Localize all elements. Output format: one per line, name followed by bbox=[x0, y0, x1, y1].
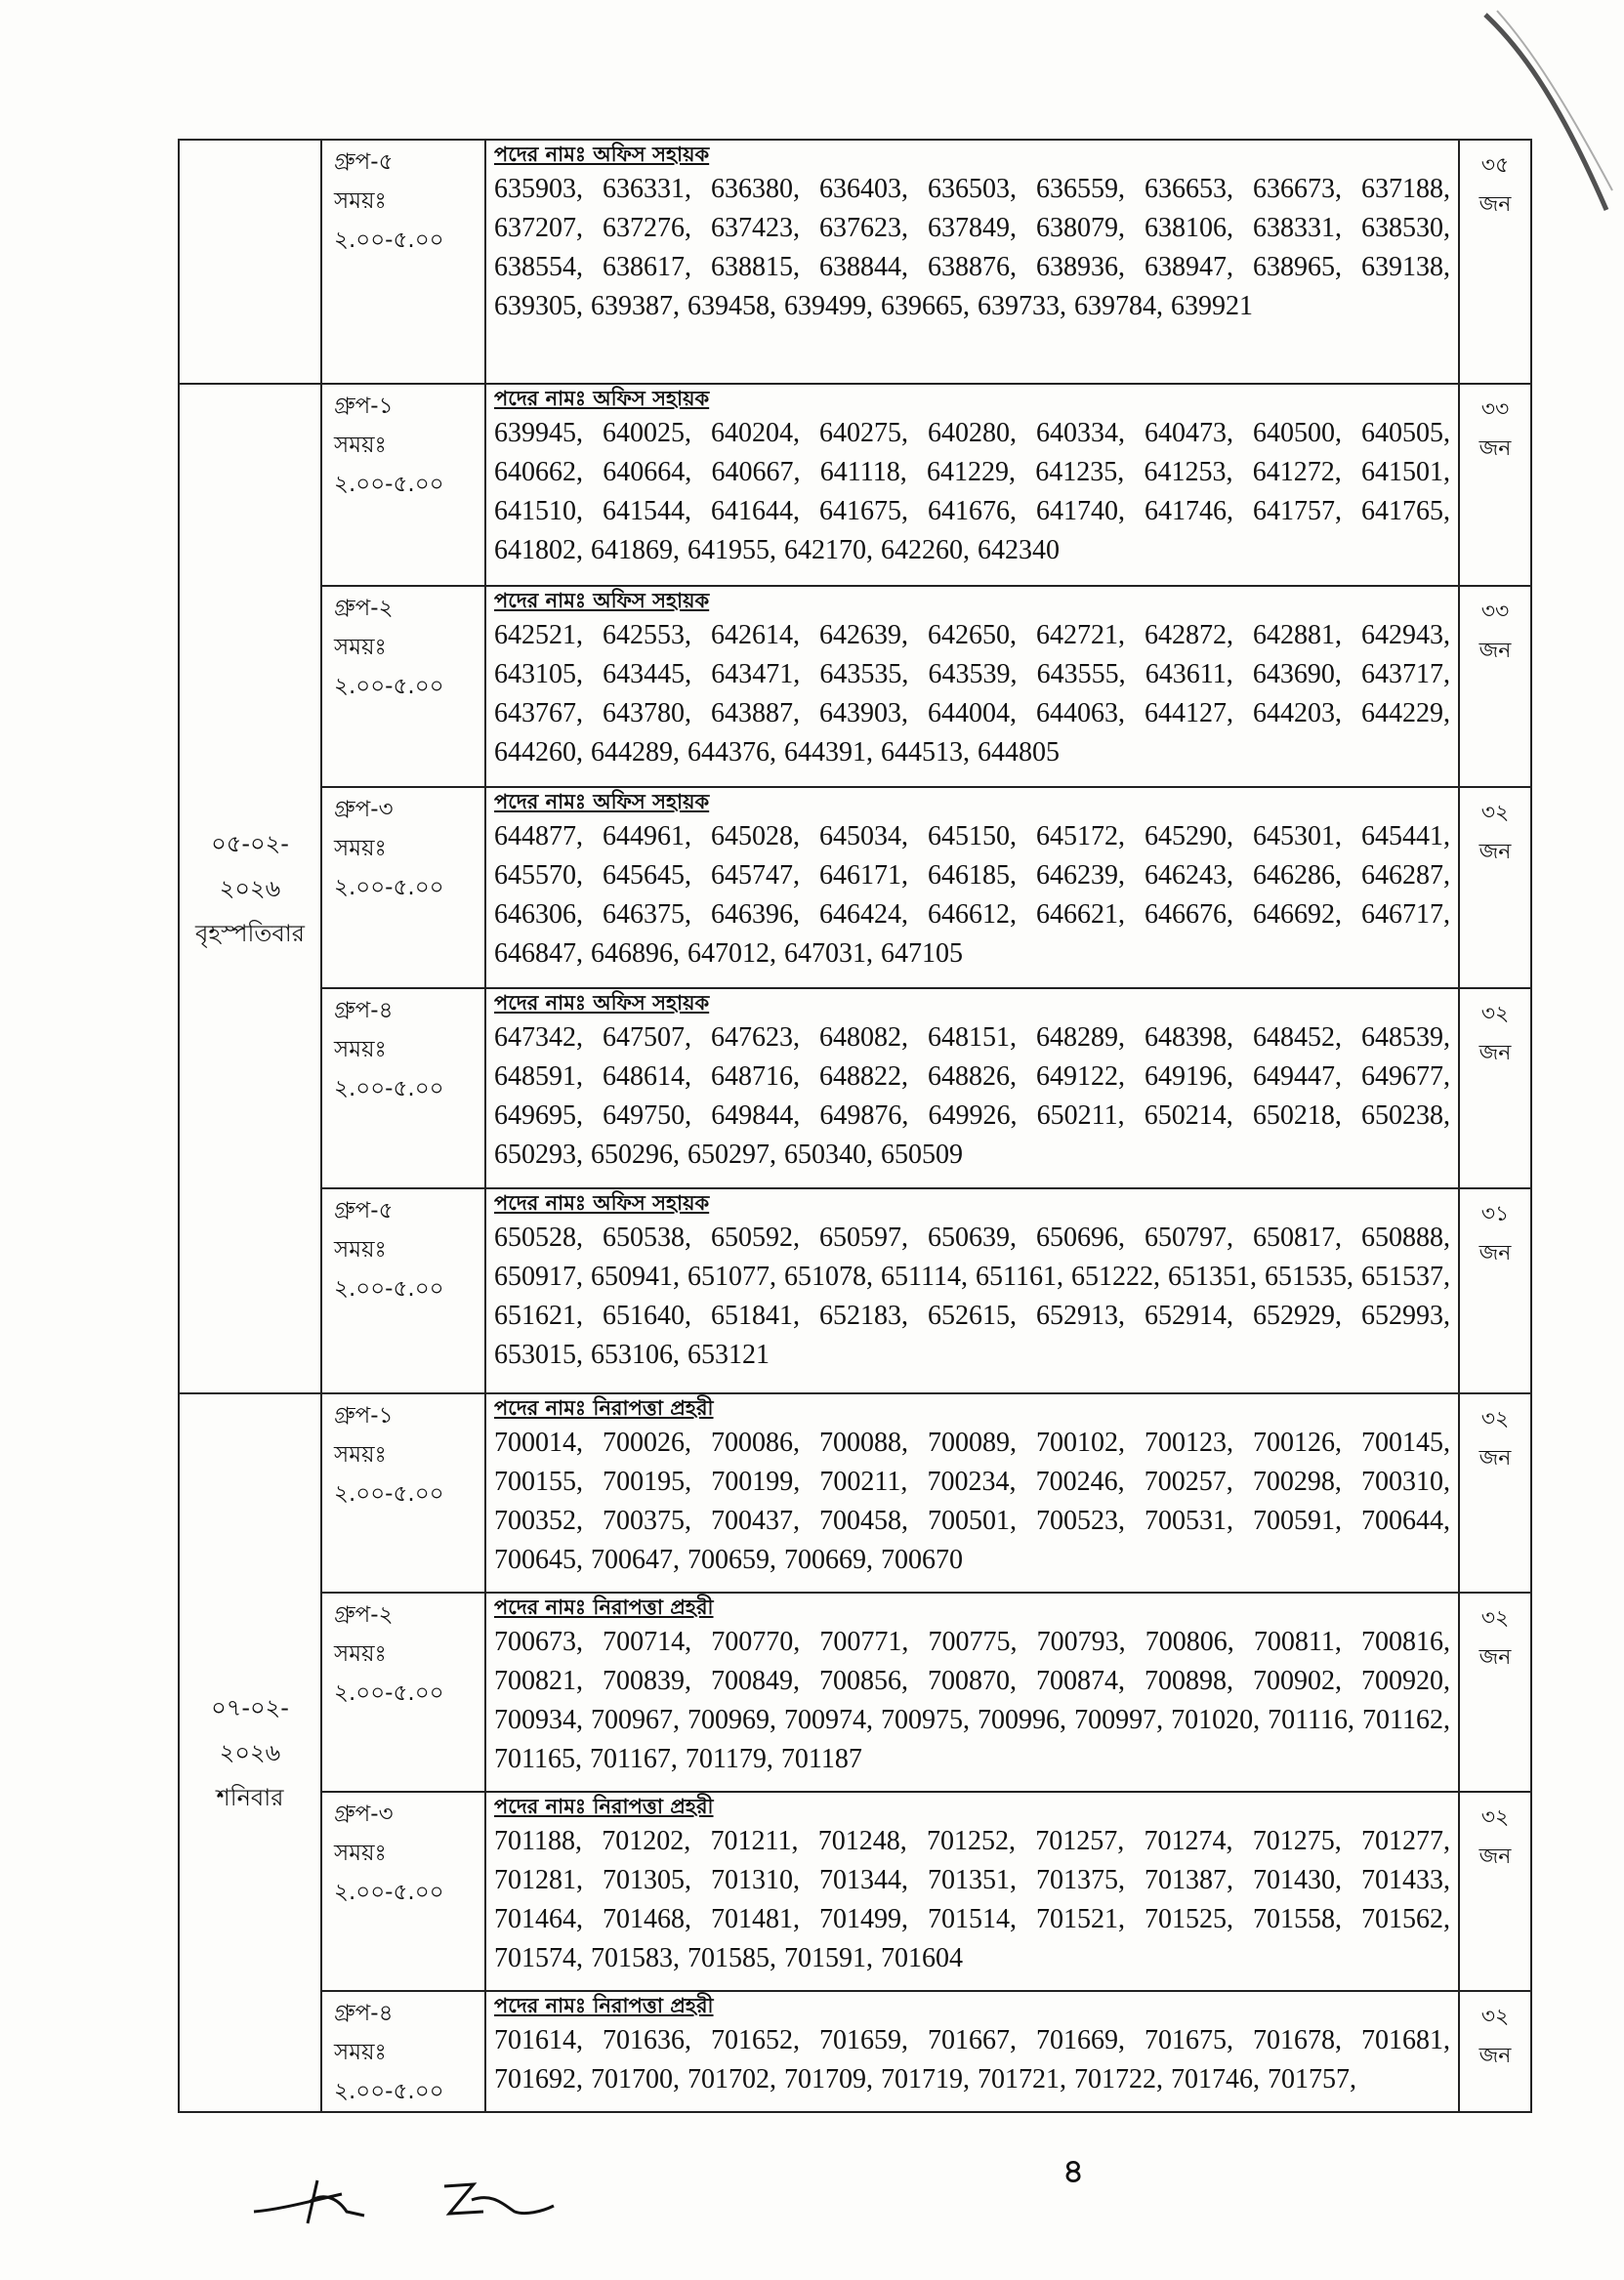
group-label: গ্রুপ-১ bbox=[334, 394, 394, 419]
table-row bbox=[179, 140, 1531, 384]
table-row bbox=[179, 1593, 1531, 1792]
group-label: গ্রুপ-৩ bbox=[334, 797, 394, 822]
count-cell bbox=[1459, 1991, 1531, 2112]
post-name: পদের নামঃ নিরাপত্তা প্রহরী bbox=[494, 1994, 714, 2017]
exam-date: ০৭-০২- bbox=[211, 1694, 289, 1721]
date-cell-empty bbox=[179, 140, 321, 384]
roll-list-cell bbox=[485, 787, 1459, 988]
post-name: পদের নামঃ নিরাপত্তা প্রহরী bbox=[494, 1596, 714, 1619]
count-unit: জন bbox=[1478, 1645, 1512, 1670]
table-row bbox=[179, 1792, 1531, 1991]
group-label: গ্রুপ-১ bbox=[334, 1403, 394, 1429]
group-cell bbox=[321, 1991, 485, 2112]
candidate-count: ৩২ bbox=[1480, 1002, 1510, 1026]
exam-date: ০৫-০২- bbox=[211, 830, 289, 857]
count-cell bbox=[1459, 1792, 1531, 1991]
time-label: সময়ঃ bbox=[334, 836, 387, 861]
time-value: ২.০০-৫.০০ bbox=[334, 875, 444, 900]
table-row bbox=[179, 787, 1531, 988]
time-label: সময়ঃ bbox=[334, 1037, 387, 1062]
roll-list-cell bbox=[485, 586, 1459, 787]
roll-list-cell bbox=[485, 1188, 1459, 1393]
roll-numbers: 701188, 701202, 701211, 701248, 701252, 701257, 701274, 701275, 701277, 701281, 701305, 701310, 701344, 701351, 701375, 701387, 701430, 701433, 701464, 701468, 701481, 701499, 701514, 701521, 701525, 701558, 701562, 701574, 701583, 701585, 701591, 701604 bbox=[494, 1826, 1450, 1973]
time-value: ২.০০-৫.০০ bbox=[334, 472, 444, 497]
post-name: পদের নামঃ অফিস সহায়ক bbox=[494, 143, 710, 166]
group-cell bbox=[321, 140, 485, 384]
group-cell bbox=[321, 988, 485, 1188]
table-row bbox=[179, 988, 1531, 1188]
group-label: গ্রুপ-৫ bbox=[334, 149, 394, 175]
post-name: পদের নামঃ অফিস সহায়ক bbox=[494, 1191, 710, 1215]
group-cell bbox=[321, 384, 485, 586]
roll-list-cell bbox=[485, 988, 1459, 1188]
table-row bbox=[179, 586, 1531, 787]
group-label: গ্রুপ-২ bbox=[334, 596, 394, 621]
roll-list-cell bbox=[485, 1991, 1459, 2112]
count-unit: জন bbox=[1478, 840, 1512, 864]
exam-year: ২০২৬ bbox=[219, 1739, 281, 1766]
exam-day: শনিবার bbox=[216, 1784, 284, 1811]
count-cell bbox=[1459, 988, 1531, 1188]
date-cell bbox=[179, 1393, 321, 2112]
group-label: গ্রুপ-৪ bbox=[334, 998, 394, 1023]
table-row bbox=[179, 1188, 1531, 1393]
exam-year: ২০২৬ bbox=[219, 875, 281, 902]
group-cell bbox=[321, 787, 485, 988]
count-cell bbox=[1459, 1188, 1531, 1393]
roll-numbers: 700014, 700026, 700086, 700088, 700089, 700102, 700123, 700126, 700145, 700155, 700195, 700199, 700211, 700234, 700246, 700257, 700298, 700310, 700352, 700375, 700437, 700458, 700501, 700523, 700531, 700591, 700644, 700645, 700647, 700659, 700669, 700670 bbox=[494, 1428, 1450, 1575]
count-unit: জন bbox=[1478, 1845, 1512, 1869]
table-row bbox=[179, 384, 1531, 586]
candidate-count: ৩৩ bbox=[1480, 397, 1510, 422]
time-value: ২.০০-৫.০০ bbox=[334, 674, 444, 699]
roll-list-cell bbox=[485, 1393, 1459, 1593]
candidate-count: ৩২ bbox=[1480, 1606, 1510, 1631]
group-label: গ্রুপ-২ bbox=[334, 1602, 394, 1628]
exam-day: বৃহস্পতিবার bbox=[195, 920, 305, 947]
count-unit: জন bbox=[1478, 436, 1512, 461]
candidate-count: ৩২ bbox=[1480, 1805, 1510, 1830]
candidate-count: ৩২ bbox=[1480, 2005, 1510, 2029]
candidate-count: ৩৩ bbox=[1480, 600, 1510, 624]
count-unit: জন bbox=[1478, 1446, 1512, 1471]
time-label: সময়ঃ bbox=[334, 635, 387, 660]
group-cell bbox=[321, 1393, 485, 1593]
post-name: পদের নামঃ অফিস সহায়ক bbox=[494, 387, 710, 410]
time-value: ২.০০-৫.০০ bbox=[334, 1680, 444, 1706]
time-label: সময়ঃ bbox=[334, 1237, 387, 1263]
time-label: সময়ঃ bbox=[334, 1641, 387, 1667]
group-cell bbox=[321, 1792, 485, 1991]
time-value: ২.০০-৫.০০ bbox=[334, 1276, 444, 1302]
roll-list-cell bbox=[485, 1593, 1459, 1792]
count-cell bbox=[1459, 1593, 1531, 1792]
roll-numbers: 650528, 650538, 650592, 650597, 650639, 650696, 650797, 650817, 650888, 650917, 650941, 651077, 651078, 651114, 651161, 651222, 651351, 651535, 651537, 651621, 651640, 651841, 652183, 652615, 652913, 652914, 652929, 652993, 653015, 653106, 653121 bbox=[494, 1223, 1450, 1370]
table-row bbox=[179, 1393, 1531, 1593]
candidate-count: ৩২ bbox=[1480, 1407, 1510, 1431]
group-label: গ্রুপ-৪ bbox=[334, 2001, 394, 2026]
count-unit: জন bbox=[1478, 1241, 1512, 1265]
candidate-count: ৩৫ bbox=[1480, 153, 1510, 178]
count-unit: জন bbox=[1478, 2044, 1512, 2068]
group-cell bbox=[321, 1593, 485, 1792]
count-cell bbox=[1459, 586, 1531, 787]
count-cell bbox=[1459, 140, 1531, 384]
time-label: সময়ঃ bbox=[334, 2040, 387, 2065]
post-name: পদের নামঃ নিরাপত্তা প্রহরী bbox=[494, 1396, 714, 1420]
time-value: ২.০০-৫.০০ bbox=[334, 228, 444, 253]
page-number: ৪ bbox=[1062, 2152, 1085, 2191]
group-label: গ্রুপ-৩ bbox=[334, 1802, 394, 1827]
time-value: ২.০০-৫.০০ bbox=[334, 1076, 444, 1101]
candidate-count: ৩১ bbox=[1480, 1202, 1510, 1226]
time-value: ২.০০-৫.০০ bbox=[334, 1880, 444, 1905]
post-name: পদের নামঃ অফিস সহায়ক bbox=[494, 991, 710, 1015]
roll-numbers: 701614, 701636, 701652, 701659, 701667, 701669, 701675, 701678, 701681, 701692, 701700, 701702, 701709, 701719, 701721, 701722, 701746, 701757, bbox=[494, 2025, 1450, 2094]
roll-numbers: 644877, 644961, 645028, 645034, 645150, 645172, 645290, 645301, 645441, 645570, 645645, 645747, 646171, 646185, 646239, 646243, 646286, 646287, 646306, 646375, 646396, 646424, 646612, 646621, 646676, 646692, 646717, 646847, 646896, 647012, 647031, 647105 bbox=[494, 821, 1450, 969]
exam-schedule-table bbox=[178, 139, 1532, 2113]
post-name: পদের নামঃ নিরাপত্তা প্রহরী bbox=[494, 1795, 714, 1818]
table-row bbox=[179, 1991, 1531, 2112]
group-label: গ্রুপ-৫ bbox=[334, 1198, 394, 1223]
group-cell bbox=[321, 586, 485, 787]
roll-numbers: 639945, 640025, 640204, 640275, 640280, 640334, 640473, 640500, 640505, 640662, 640664, 640667, 641118, 641229, 641235, 641253, 641272, 641501, 641510, 641544, 641644, 641675, 641676, 641740, 641746, 641757, 641765, 641802, 641869, 641955, 642170, 642260, 642340 bbox=[494, 418, 1450, 565]
time-label: সময়ঃ bbox=[334, 433, 387, 458]
count-unit: জন bbox=[1478, 639, 1512, 663]
roll-numbers: 647342, 647507, 647623, 648082, 648151, 648289, 648398, 648452, 648539, 648591, 648614, 648716, 648822, 648826, 649122, 649196, 649447, 649677, 649695, 649750, 649844, 649876, 649926, 650211, 650214, 650218, 650238, 650293, 650296, 650297, 650340, 650509 bbox=[494, 1022, 1450, 1170]
count-cell bbox=[1459, 384, 1531, 586]
time-label: সময়ঃ bbox=[334, 1442, 387, 1468]
roll-numbers: 700673, 700714, 700770, 700771, 700775, 700793, 700806, 700811, 700816, 700821, 700839, 700849, 700856, 700870, 700874, 700898, 700902, 700920, 700934, 700967, 700969, 700974, 700975, 700996, 700997, 701020, 701116, 701162, 701165, 701167, 701179, 701187 bbox=[494, 1627, 1450, 1774]
post-name: পদের নামঃ অফিস সহায়ক bbox=[494, 790, 710, 813]
time-label: সময়ঃ bbox=[334, 188, 387, 214]
handwritten-signature bbox=[249, 2173, 562, 2231]
time-label: সময়ঃ bbox=[334, 1841, 387, 1866]
roll-list-cell bbox=[485, 384, 1459, 586]
count-cell bbox=[1459, 1393, 1531, 1593]
roll-list-cell bbox=[485, 140, 1459, 384]
count-unit: জন bbox=[1478, 1041, 1512, 1065]
roll-numbers: 642521, 642553, 642614, 642639, 642650, 642721, 642872, 642881, 642943, 643105, 643445, 643471, 643535, 643539, 643555, 643611, 643690, 643717, 643767, 643780, 643887, 643903, 644004, 644063, 644127, 644203, 644229, 644260, 644289, 644376, 644391, 644513, 644805 bbox=[494, 620, 1450, 767]
time-value: ২.০০-৫.০০ bbox=[334, 1481, 444, 1507]
group-cell bbox=[321, 1188, 485, 1393]
roll-numbers: 635903, 636331, 636380, 636403, 636503, 636559, 636653, 636673, 637188, 637207, 637276, 637423, 637623, 637849, 638079, 638106, 638331, 638530, 638554, 638617, 638815, 638844, 638876, 638936, 638947, 638965, 639138, 639305, 639387, 639458, 639499, 639665, 639733, 639784, 639921 bbox=[494, 174, 1450, 321]
count-cell bbox=[1459, 787, 1531, 988]
count-unit: জন bbox=[1478, 192, 1512, 217]
candidate-count: ৩২ bbox=[1480, 801, 1510, 825]
roll-list-cell bbox=[485, 1792, 1459, 1991]
date-cell bbox=[179, 384, 321, 1393]
post-name: পদের নামঃ অফিস সহায়ক bbox=[494, 589, 710, 612]
time-value: ২.০০-৫.০০ bbox=[334, 2079, 444, 2104]
